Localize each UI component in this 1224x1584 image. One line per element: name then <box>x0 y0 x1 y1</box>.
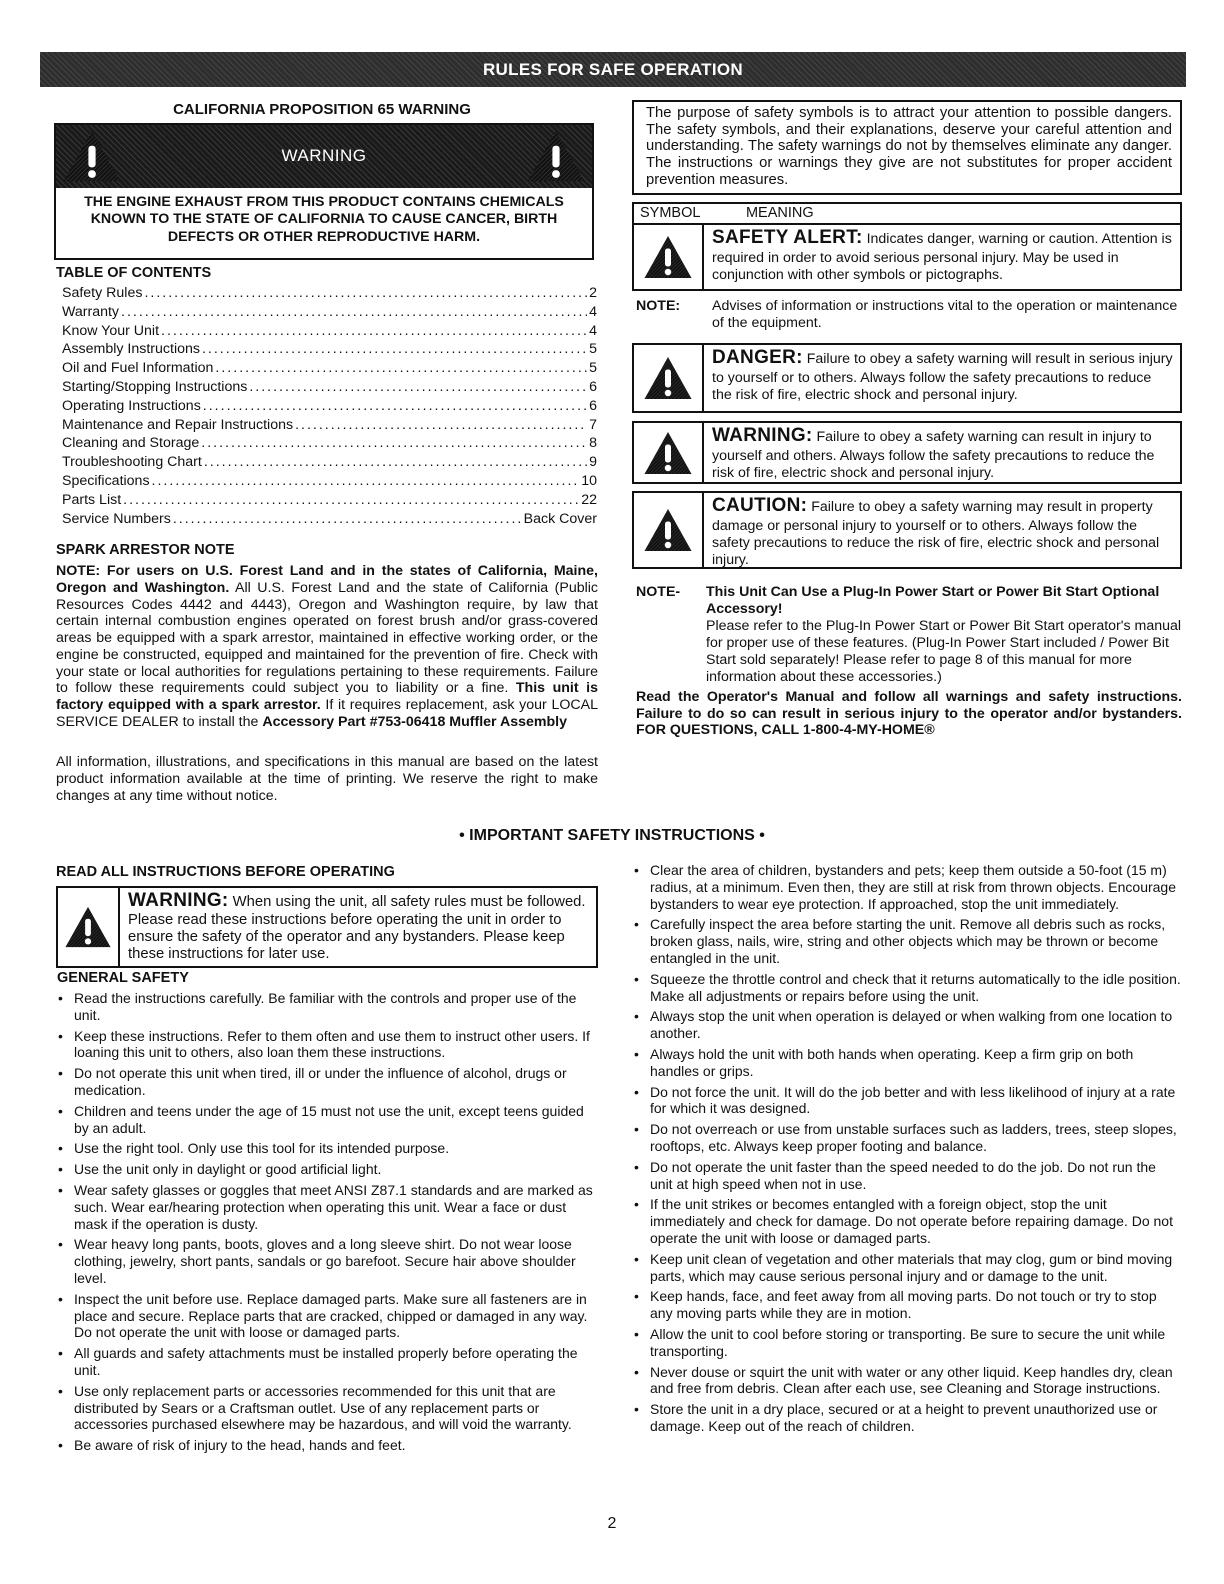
toc-label: Operating Instructions <box>62 397 201 414</box>
toc-label: Warranty <box>62 303 120 320</box>
toc-page: 5 <box>589 360 597 377</box>
list-item: • Wear heavy long pants, boots, gloves and a long sleeve shirt. Do not wear loose clothing, jewelry, short pants, sandals or go barefoot. Secure hair above shoulder level. <box>56 1236 598 1286</box>
toc-leader <box>152 473 580 490</box>
spark-arrestor-note <box>56 563 598 731</box>
list-item: • Wear safety glasses or goggles that meet ANSI Z87.1 standards and are marked as such. Wear ear/hearing protection when operating this unit. Wear a face or dust mask if the operation is dusty. <box>56 1182 598 1232</box>
list-item: • Inspect the unit before use. Replace damaged parts. Make sure all fasteners are in place and secure. Replace parts that are cracked, chipped or damaged in any way. Do not operate the unit with loose or damaged parts. <box>56 1291 598 1341</box>
safety-alert-title: SAFETY ALERT: <box>712 227 863 248</box>
list-item: • Use the right tool. Only use this tool for its intended purpose. <box>56 1140 598 1157</box>
danger-icon <box>643 355 693 401</box>
col-meaning: MEANING <box>745 205 814 221</box>
toc-label: Oil and Fuel Information <box>62 360 214 377</box>
list-item: • Always stop the unit when operation is delayed or when walking from one location to another. <box>632 1008 1182 1042</box>
prop65-text: THE ENGINE EXHAUST FROM THIS PRODUCT CONTAINS CHEMICALS KNOWN TO THE STATE OF CALIFORNIA TO CAUSE CANCER, BIRTH DEFECTS OR OTHER REPRODUCTIVE HARM. <box>84 194 564 245</box>
list-item: • Use the unit only in daylight or good artificial light. <box>56 1161 598 1178</box>
list-item: • Be aware of risk of injury to the head, hands and feet. <box>56 1437 598 1454</box>
list-item: • Allow the unit to cool before storing or transporting. Be sure to secure the unit while transporting. <box>632 1326 1182 1360</box>
list-item: • Use only replacement parts or accessories recommended for this unit that are distributed by Sears or a Craftsman outlet. Use of any replacement parts or accessories purchased elsewhere may be hazardous, and will void the warranty. <box>56 1383 598 1433</box>
toc-page: 8 <box>589 435 597 452</box>
toc-label: Safety Rules <box>62 285 143 301</box>
list-item: • All guards and safety attachments must be installed properly before operating the unit. <box>56 1345 598 1379</box>
general-warning-title: WARNING: <box>128 890 229 911</box>
read-all-heading: READ ALL INSTRUCTIONS BEFORE OPERATING <box>56 864 395 880</box>
spark-lead: NOTE: For users on U.S. Forest Land and in the states of California, Maine, Oregon and Washington. <box>56 563 598 596</box>
toc-leader <box>173 511 522 528</box>
prop65-warning-label: WARNING <box>281 146 367 165</box>
toc-row <box>62 454 597 473</box>
general-safety-heading: GENERAL SAFETY <box>57 970 189 986</box>
list-item: • Keep these instructions. Refer to them often and use them to instruct other users. If loaning this unit to others, also loan them these instructions. <box>56 1028 598 1062</box>
toc-page: 22 <box>581 491 597 508</box>
caution-title: CAUTION: <box>712 495 808 516</box>
note-label: NOTE: <box>636 298 681 314</box>
list-item: • Do not operate this unit when tired, ill or under the influence of alcohol, drugs or medication. <box>56 1065 598 1099</box>
toc-label: Service Numbers <box>62 510 171 527</box>
important-heading: • IMPORTANT SAFETY INSTRUCTIONS • <box>459 827 765 844</box>
spark-body: All U.S. Forest Land and the state of California (Public Resources Codes 4442 and 4443), Oregon and Washington require, by law that certain internal combustion engines operated on forest brush and/or grass-covered areas be equipped with a spark arrestor, maintained in effective working order, or the engine be constructed, equipped and maintained for the prevention of fire. Check with your state or local authorities for regulations pertaining to these requirements. Failure to follow these requirements could subject you to liability or a fine. <box>56 579 599 697</box>
toc-leader <box>204 454 587 471</box>
toc-leader <box>161 323 587 340</box>
list-item: • Store the unit in a dry place, secured or at a height to prevent unauthorized use or damage. Keep out of the reach of children. <box>632 1401 1182 1435</box>
danger-row <box>632 343 1182 413</box>
warning-icon <box>64 905 112 949</box>
section-banner: RULES FOR SAFE OPERATION <box>40 52 1186 87</box>
toc-leader <box>295 417 587 434</box>
toc-row <box>62 435 597 454</box>
toc-row <box>62 341 597 360</box>
read-manual-notice: Read the Operator's Manual and follow all warnings and safety instructions. Failure to do so can result in serious injury to the operator and/or bystanders. FOR QUESTIONS, CALL 1-800-4-MY-HOME® <box>636 689 1182 739</box>
note-text: Advises of information or instructions vital to the operation or maintenance of the equipment. <box>712 298 1178 332</box>
spark-factory: This unit is factory equipped with a spark arrestor. <box>56 680 598 713</box>
toc-label: Parts List <box>62 491 122 508</box>
safety-alert-row <box>632 225 1182 291</box>
list-item: • Never douse or squirt the unit with water or any other liquid. Keep handles dry, clean and free from debris. Clean after each use, see Cleaning and Storage instructions. <box>632 1364 1182 1398</box>
toc-row <box>62 285 597 304</box>
toc-label: Know Your Unit <box>62 322 160 339</box>
toc-page: 2 <box>589 285 597 301</box>
caution-row <box>632 491 1182 569</box>
safety-instructions-list <box>632 862 1182 1439</box>
toc-row <box>62 511 597 530</box>
toc-leader <box>202 341 587 358</box>
spark-part: Accessory Part #753-06418 Muffler Assembly <box>262 713 568 730</box>
toc-row <box>62 323 597 342</box>
general-warning-box <box>56 886 598 968</box>
safety-alert-icon <box>643 234 693 280</box>
list-item: • Always hold the unit with both hands when operating. Keep a firm grip on both handles or grips. <box>632 1046 1182 1080</box>
prop65-warning-bar <box>56 125 592 188</box>
note-row <box>636 298 1182 332</box>
note2-text: Please refer to the Plug-In Power Start or Power Bit Start operator's manual for proper use of these features. (Plug-In Power Start included / Power Bit Start sold separately! Please refer to page 8 of this manual for more information about these accessories.) <box>706 618 1182 686</box>
list-item: • Keep unit clean of vegetation and other materials that may clog, gum or bind moving parts, which may cause serious personal injury and or damage to the unit. <box>632 1251 1182 1285</box>
list-item: • If the unit strikes or becomes entangled with a foreign object, stop the unit immediately and check for damage. Do not operate before repairing damage. Do not operate the unit with loose or damaged parts. <box>632 1196 1182 1246</box>
toc-row <box>62 379 597 398</box>
toc-row <box>62 398 597 417</box>
safety-alert-text: Indicates danger, warning or caution. Attention is required in order to avoid serious personal injury. May be used in conjunction with other symbols or pictographs. <box>712 231 1172 283</box>
note2-label: NOTE- <box>636 584 681 600</box>
table-of-contents <box>62 285 597 529</box>
list-item: • Do not force the unit. It will do the job better and with less likelihood of injury at a rate for which it was designed. <box>632 1084 1182 1118</box>
toc-leader <box>144 285 587 302</box>
toc-label: Specifications <box>62 472 150 489</box>
warning-icon <box>643 430 693 476</box>
toc-row <box>62 473 597 492</box>
toc-row <box>62 360 597 379</box>
toc-page: 7 <box>589 416 597 433</box>
list-item: • Do not overreach or use from unstable surfaces such as ladders, trees, steep slopes, rooftops, etc. Always keep proper footing and balance. <box>632 1121 1182 1155</box>
toc-leader <box>215 360 587 377</box>
col-symbol: SYMBOL <box>640 205 700 221</box>
toc-page: Back Cover <box>523 510 597 527</box>
prop65-warning-box <box>54 123 594 260</box>
toc-label: Cleaning and Storage <box>62 435 200 452</box>
warning-title: WARNING: <box>712 425 813 446</box>
toc-label: Troubleshooting Chart <box>62 454 202 471</box>
toc-row <box>62 492 597 511</box>
warning-triangle-icon <box>526 128 586 184</box>
page-number: 2 <box>607 1515 617 1532</box>
toc-row <box>62 304 597 323</box>
note2-bold: This Unit Can Use a Plug-In Power Start or Power Bit Start Optional Accessory! <box>706 584 1160 618</box>
toc-leader <box>123 492 579 509</box>
warning-row <box>632 421 1182 484</box>
symbols-intro-box: The purpose of safety symbols is to attract your attention to possible dangers. The safety symbols, and their explanations, deserve your careful attention and understanding. The safety warnings do not by themselves eliminate any danger. The instructions or warnings they give are not substitutes for proper accident prevention measures. <box>632 100 1182 195</box>
toc-page: 6 <box>589 397 597 414</box>
toc-page: 6 <box>589 378 597 395</box>
spark-heading: SPARK ARRESTOR NOTE <box>56 542 235 558</box>
list-item: • Read the instructions carefully. Be familiar with the controls and proper use of the unit. <box>56 990 598 1024</box>
toc-leader <box>121 304 587 321</box>
danger-text: Failure to obey a safety warning will result in serious injury to yourself or to others. Always follow the safety precautions to reduce the risk of fire, electric shock and personal injury. <box>712 351 1173 403</box>
list-item: • Do not operate the unit faster than the speed needed to do the job. Do not run the unit at high speed when not in use. <box>632 1159 1182 1193</box>
toc-page: 10 <box>581 472 597 489</box>
toc-leader <box>249 379 587 396</box>
toc-page: 5 <box>589 341 597 358</box>
toc-page: 9 <box>589 454 597 471</box>
toc-label: Assembly Instructions <box>62 341 200 358</box>
toc-page: 4 <box>589 322 597 339</box>
list-item: • Carefully inspect the area before starting the unit. Remove all debris such as rocks, broken glass, nails, wire, string and other objects which may be thrown or become entangled in the unit. <box>632 916 1182 966</box>
caution-text: Failure to obey a safety warning may result in property damage or personal injury to yourself or to others. Always follow the safety precautions to reduce the risk of fire, electric shock and personal injury. <box>712 499 1160 568</box>
toc-leader <box>201 435 587 452</box>
toc-row <box>62 417 597 436</box>
toc-heading: TABLE OF CONTENTS <box>56 265 212 281</box>
warning-text: Failure to obey a safety warning can result in injury to yourself and others. Always follow the safety precautions to reduce the risk of fire, electric shock and personal injury. <box>712 429 1155 481</box>
toc-label: Starting/Stopping Instructions <box>62 378 248 395</box>
toc-page: 4 <box>589 303 597 320</box>
caution-icon <box>643 507 693 553</box>
list-item: • Squeeze the throttle control and check that it returns automatically to the idle position. Make all adjustments or repairs before using the unit. <box>632 971 1182 1005</box>
toc-label: Maintenance and Repair Instructions <box>62 416 294 433</box>
list-item: • Clear the area of children, bystanders and pets; keep them outside a 50-foot (15 m) radius, at a minimum. Even then, they are still at risk from thrown objects. Encourage bystanders to wear eye protection. If approached, stop the unit immediately. <box>632 862 1182 912</box>
danger-title: DANGER: <box>712 347 803 368</box>
general-safety-list <box>56 990 598 1458</box>
list-item: • Children and teens under the age of 15 must not use the unit, except teens guided by an adult. <box>56 1103 598 1137</box>
list-item: • Keep hands, face, and feet away from all moving parts. Do not touch or try to stop any moving parts while they are in motion. <box>632 1288 1182 1322</box>
symbol-meaning-header <box>632 202 1182 225</box>
prop65-heading: CALIFORNIA PROPOSITION 65 WARNING <box>173 101 471 118</box>
spark-body2: If it requires replacement, ask your LOCAL SERVICE DEALER to install the <box>56 697 598 730</box>
info-disclaimer: All information, illustrations, and specifications in this manual are based on the latest product information available at the time of printing. We reserve the right to make changes at any time without notice. <box>56 754 598 804</box>
power-start-note <box>636 584 1182 686</box>
general-warning-text: When using the unit, all safety rules must be followed. Please read these instructions before operating the unit in order to ensure the safety of the operator and any bystanders. Please keep these instructions for later use. <box>128 894 586 962</box>
toc-leader <box>203 398 587 415</box>
